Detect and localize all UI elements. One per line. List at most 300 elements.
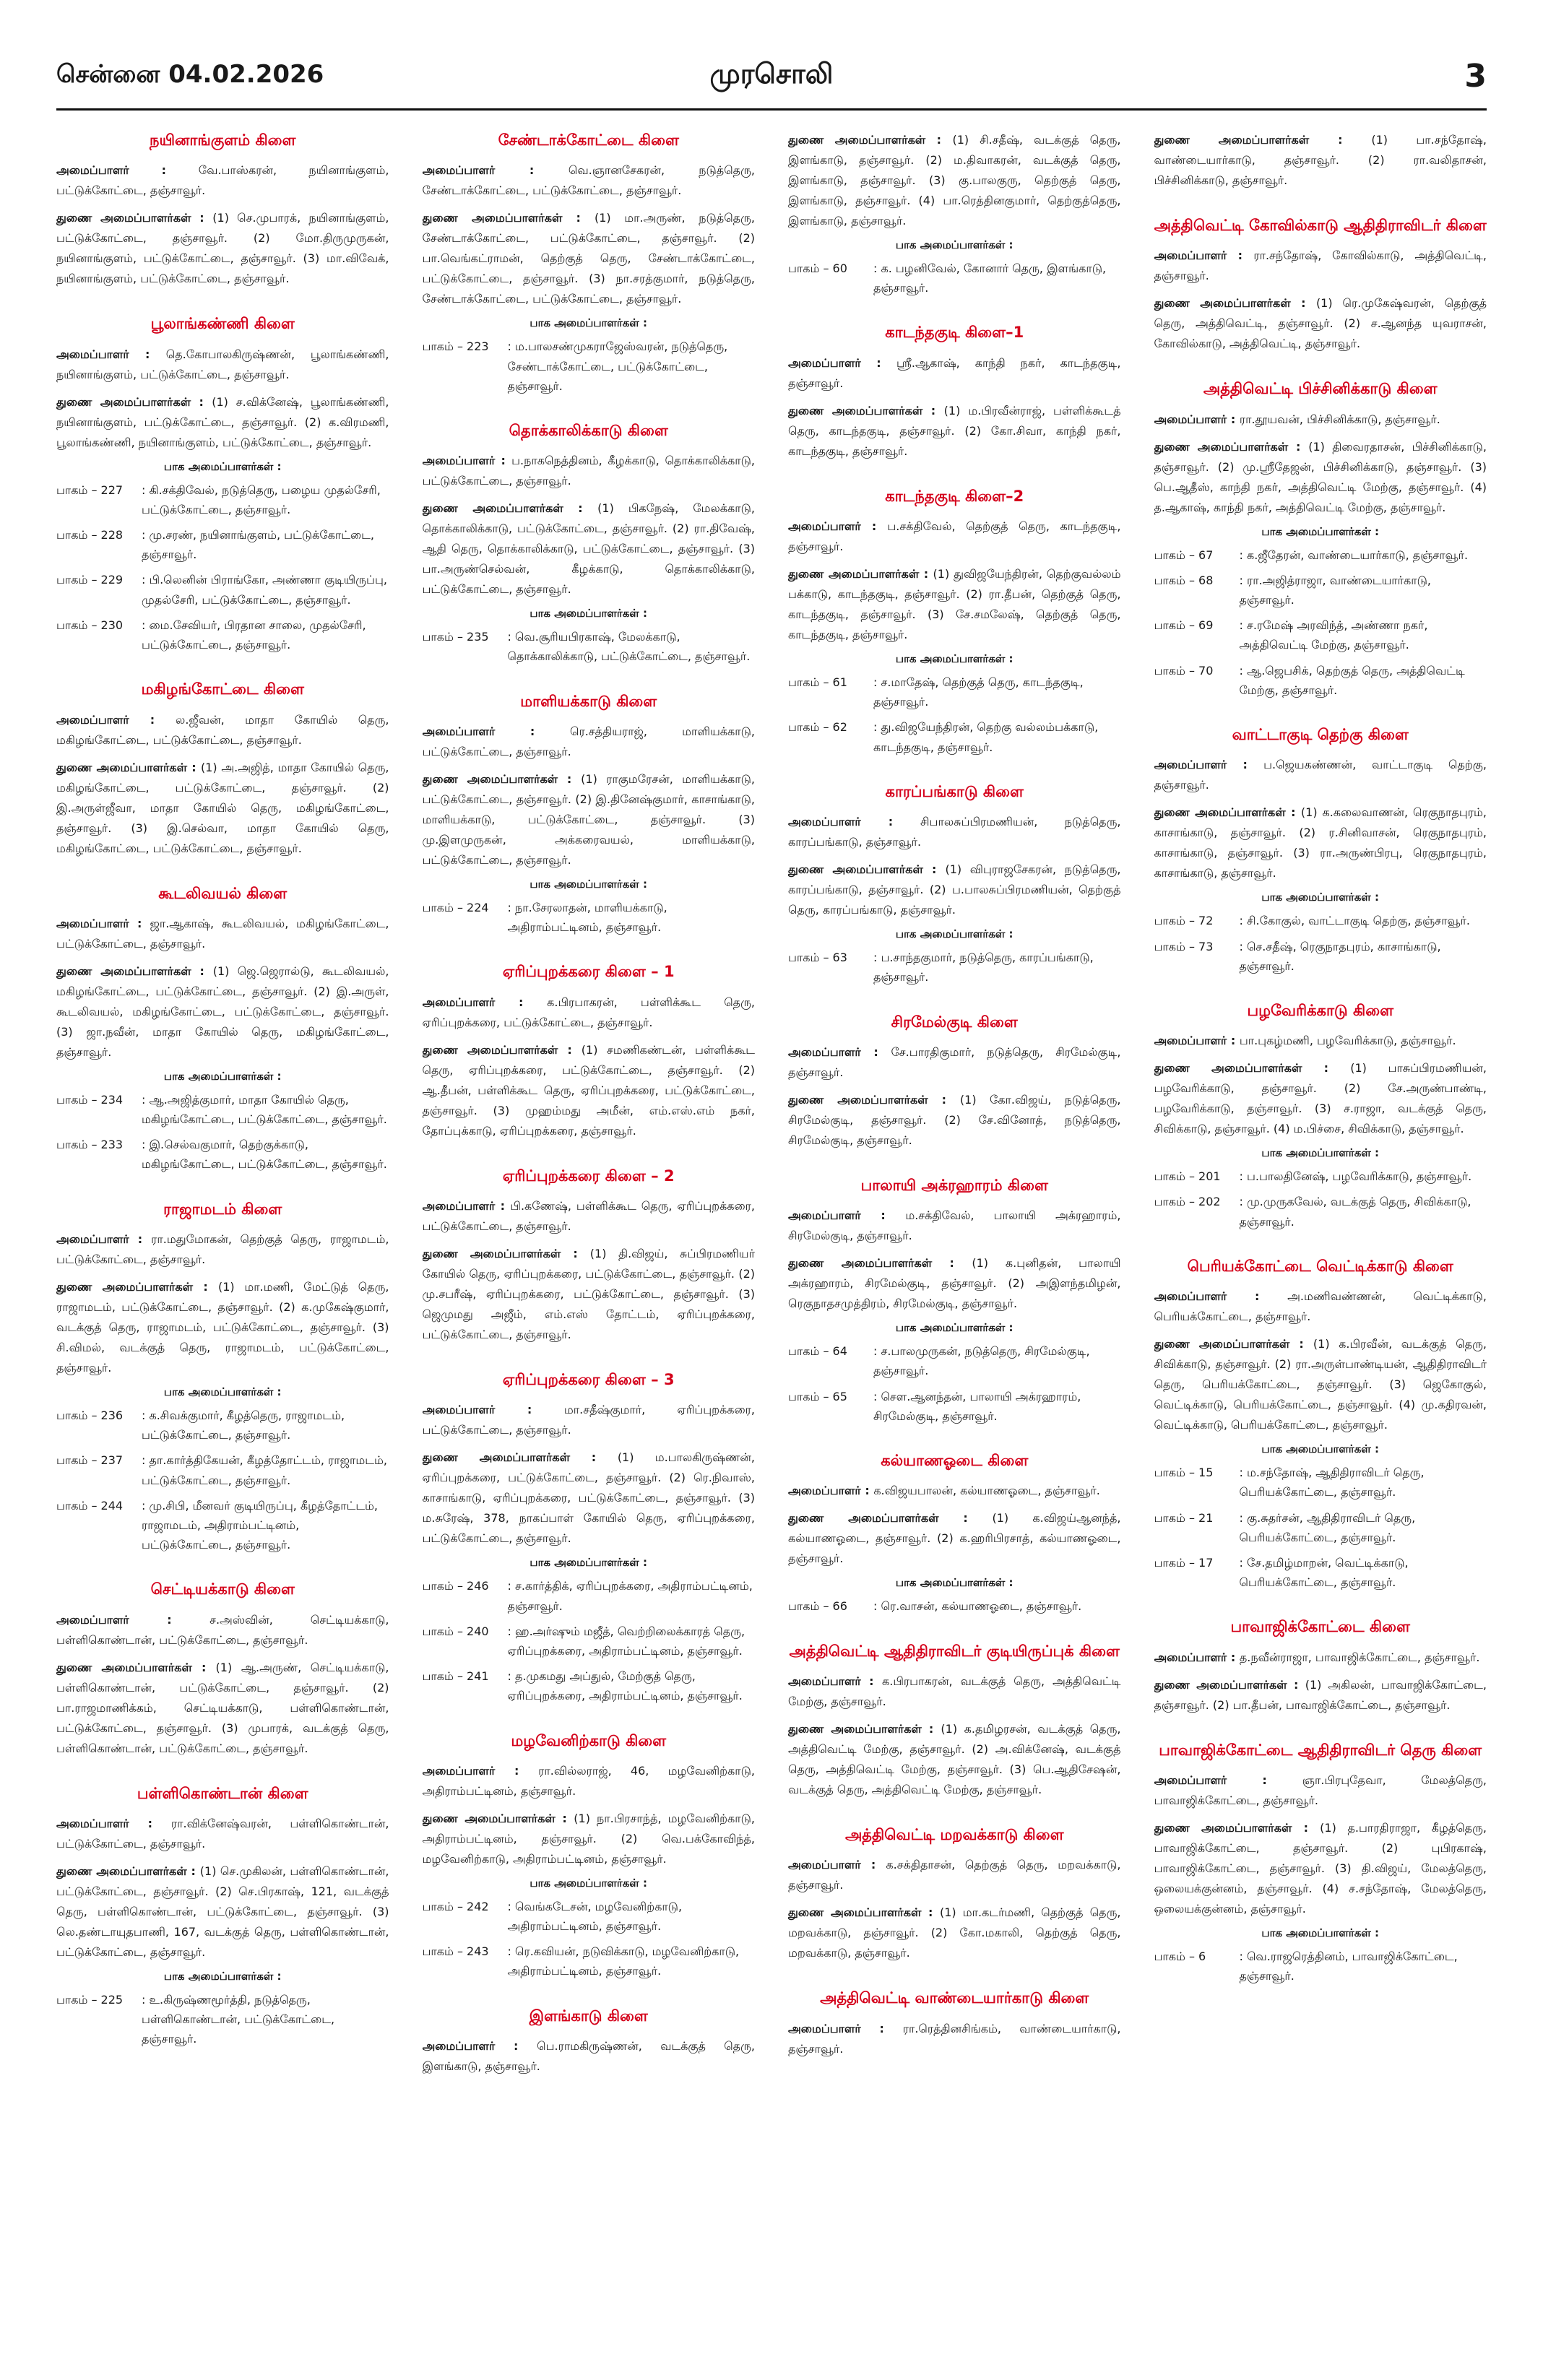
deputies-label: துணை அமைப்பாளர்கள் : [1154, 1337, 1313, 1351]
part-number: பாகம் – 66 [788, 1599, 847, 1614]
organizer-label: அமைப்பாளர் : [1154, 1289, 1288, 1304]
part-row [788, 717, 1121, 756]
part-row [1154, 1947, 1487, 1986]
deputies-value: (1) அ.அஜித், மாதா கோயில் தெரு, மகிழங்கோட்டை, பட்டுக்கோட்டை, தஞ்சாவூர். (2) இ.அருள்ஜீவா, மாதா கோயில் தெரு, மகிழங்கோட்டை, தஞ்சாவூர். (3) இ.செல்வா, மாதா கோயில் தெரு, மகிழங்கோட்டை, பட்டுக்கோட்டை, தஞ்சாவூர். [56, 760, 389, 855]
organizer-entry [788, 1855, 1121, 1895]
part-number: பாகம் – 64 [788, 1344, 847, 1359]
part-person: : தா.கார்த்திகேயன், கீழத்தோட்டம், ராஜாமடம், பட்டுக்கோட்டை, தஞ்சாவூர். [142, 1453, 387, 1487]
column [788, 130, 1121, 2351]
deputies-entry [423, 1809, 756, 1869]
part-number: பாகம் – 225 [56, 1992, 124, 2007]
organizer-label: அமைப்பாளர் : [422, 1199, 511, 1213]
part-organizers-heading: பாக அமைப்பாளர்கள் : [530, 316, 648, 330]
deputies-entry [1154, 293, 1487, 354]
organizer-value: ஜா.ஆகாஷ், கூடலிவயல், மகிழங்கோட்டை, பட்டுக்கோட்டை, தஞ்சாவூர். [56, 916, 389, 951]
deputies-label: துணை அமைப்பாளர்கள் : [56, 760, 201, 774]
deputies-value: (1) பா.சந்தோஷ், வாண்டையார்காடு, தஞ்சாவூர். (2) ரா.வலிதாசன், பிச்சினிக்காடு, தஞ்சாவூர். [1154, 133, 1487, 187]
branch-title: அத்திவெட்டி மறவக்காடு கிளை [844, 1825, 1064, 1843]
organizer-label: அமைப்பாளர் : [788, 1208, 906, 1223]
deputies-entry [1154, 437, 1487, 518]
part-row [423, 337, 756, 396]
deputies-label: துணை அமைப்பாளர்கள் : [788, 1092, 960, 1107]
part-person: : ஆ.அஜித்குமார், மாதா கோயில் தெரு, மகிழங்கோட்டை, பட்டுக்கோட்டை, தஞ்சாவூர். [142, 1092, 387, 1127]
column [1154, 130, 1487, 2351]
part-number: பாகம் – 240 [422, 1624, 489, 1638]
part-person: : ச.கார்த்திக், ஏரிப்புறக்கரை, அதிராம்பட்டினம், தஞ்சாவூர். [507, 1579, 753, 1613]
organizer-entry [1154, 1648, 1487, 1668]
organizer-label: அமைப்பாளர் : [788, 1044, 891, 1059]
deputies-value: (1) சி.சதீஷ், வடக்குத் தெரு, இளங்காடு, தஞ்சாவூர். (2) ம.திவாகரன், வடக்குத் தெரு, இளங்காடு, தஞ்சாவூர். (3) கு.பாலகுரு, தெற்குத் தெரு, இளங்காடு, தஞ்சாவூர். (4) பா.ரெத்தினகுமார், தெற்குத்தெரு, இளங்காடு, தஞ்சாவூர். [788, 133, 1121, 228]
part-organizers-heading: பாக அமைப்பாளர்கள் : [1261, 524, 1380, 538]
deputies-entry [56, 208, 389, 289]
deputies-value: (1) பிகநேஷ், மேலக்காடு, தொக்காலிக்காடு, பட்டுக்கோட்டை, தஞ்சாவூர். (2) ரா.திவேஷ், ஆதி தெரு, தொக்காலிக்காடு, பட்டுக்கோட்டை, தஞ்சாவூர். (3) பா.அருண்செல்வன், கீழக்காடு, தொக்காலிக்காடு, பட்டுக்கோட்டை, தஞ்சாவூர். [422, 501, 755, 597]
deputies-value: (1) ராகுமரேசன், மாளியக்காடு, பட்டுக்கோட்டை, தஞ்சாவூர். (2) இ.தினேஷ்குமார், காசாங்காடு, மாளியக்காடு, பட்டுக்கோட்டை, தஞ்சாவூர். (3) மு.இளமுருகன், அக்கரைவயல், மாளியக்காடு, பட்டுக்கோட்டை, தஞ்சாவூர். [422, 771, 755, 867]
deputies-value: (1) க.பிரவீன், வடக்குத் தெரு, சிவிக்காடு, தஞ்சாவூர். (2) ரா.அருள்பாண்டியன், ஆதிதிராவிடர் தெரு, பெரியக்கோட்டை, தஞ்சாவூர். (3) ஜெகோகுல், வெட்டிக்காடு, பெரியக்கோட்டை, தஞ்சாவூர். (4) மு.கதிரவன், வெட்டிக்காடு, பெரியக்கோட்டை, தஞ்சாவூர். [1154, 1337, 1487, 1432]
organizer-value: ரா.ரெத்தினசிங்கம், வாண்டையார்காடு, தஞ்சாவூர். [788, 2021, 1121, 2056]
branch-block [788, 1450, 1121, 1617]
part-person: : உ.கிருஷ்ணமூர்த்தி, நடுத்தெரு, பள்ளிகொண்டான், பட்டுக்கோட்டை, தஞ்சாவூர். [142, 1992, 335, 2046]
part-person: : த.முகமது அப்துல், மேற்குத் தெரு, ஏரிப்புறக்கரை, அதிராம்பட்டினம், தஞ்சாவூர். [507, 1669, 743, 1703]
part-person: : மு.முருகவேல், வடக்குத் தெரு, சிவிக்காடு, தஞ்சாவூர். [1239, 1195, 1471, 1229]
part-person: : வெங்கடேசன், மழவேனிற்காடு, அதிராம்பட்டினம், தஞ்சாவூர். [507, 1899, 683, 1934]
organizer-label: அமைப்பாளர் : [56, 163, 199, 178]
branch-block [1154, 215, 1487, 354]
branch-title: பெரியக்கோட்டை வெட்டிக்காடு கிளை [1187, 1257, 1453, 1275]
part-person: : கி.சக்திவேல், நடுத்தெரு, பழைய முதல்சேரி, பட்டுக்கோட்டை, தஞ்சாவூர். [142, 483, 381, 516]
deputies-entry [788, 860, 1121, 920]
deputies-entry [423, 1448, 756, 1549]
organizer-label: அமைப்பாளர் : [788, 519, 888, 534]
branch-title: காடந்தகுடி கிளை–2 [885, 487, 1024, 505]
part-row [423, 898, 756, 937]
branch-title: தொக்காலிக்காடு கிளை [509, 421, 668, 439]
deputies-label: துணை அமைப்பாளர்கள் : [1154, 805, 1301, 820]
branch-title: பழவேரிக்காடு கிளை [1247, 1001, 1394, 1019]
part-row [788, 1387, 1121, 1426]
organizer-value: க.பிரபாகரன், வடக்குத் தெரு, அத்திவெட்டி மேற்கு, தஞ்சாவூர். [788, 1674, 1121, 1708]
deputies-label: துணை அமைப்பாளர்கள் : [1154, 296, 1316, 311]
deputies-entry [1154, 1675, 1487, 1715]
organizer-entry [1154, 1286, 1487, 1327]
organizer-label: அமைப்பாளர் : [56, 712, 176, 727]
organizer-entry [788, 516, 1121, 557]
paper-name: முரசொலி [709, 58, 834, 90]
part-number: பாகம் – 21 [1154, 1510, 1214, 1525]
branch-title: மழவேனிற்காடு கிளை [511, 1731, 667, 1749]
deputies-value: (1) ச.விக்னேஷ், பூலாங்கண்ணி, நயினாங்குளம், பட்டுக்கோட்டை, தஞ்சாவூர். (2) க.விரமணி, பூலாங்கண்ணி, நயினாங்குளம், பட்டுக்கோட்டை, தஞ்சாவூர். [56, 394, 389, 449]
organizer-value: பி.கணேஷ், பள்ளிக்கூட தெரு, ஏரிப்புறக்கரை, பட்டுக்கோட்டை, தஞ்சாவூர். [422, 1199, 755, 1234]
part-row [1154, 1508, 1487, 1547]
branch-block [1154, 378, 1487, 700]
part-organizers-heading: பாக அமைப்பாளர்கள் : [163, 1969, 282, 1983]
organizer-value: சே.பாரதிகுமார், நடுத்தெரு, சிரமேல்குடி, தஞ்சாவூர். [788, 1044, 1121, 1079]
part-number: பாகம் – 201 [1154, 1169, 1221, 1184]
branch-title: பாவாஜிக்கோட்டை ஆதிதிராவிடர் தெரு கிளை [1159, 1741, 1482, 1759]
branch-title: பாவாஜிக்கோட்டை கிளை [1230, 1618, 1410, 1636]
organizer-value: க.விஜயபாலன், கல்யாணஓடை, தஞ்சாவூர். [873, 1484, 1100, 1498]
deputies-entry [788, 564, 1121, 645]
part-row [423, 1897, 756, 1936]
organizer-label: அமைப்பாளர் : [1154, 758, 1264, 772]
deputies-entry [56, 392, 389, 453]
organizer-entry [788, 1671, 1121, 1712]
deputies-entry [423, 1244, 756, 1345]
branch-block [423, 1369, 756, 1705]
deputies-value: (1) ஆ.அருண், செட்டியக்காடு, பள்ளிகொண்டான், பட்டுக்கோட்டை, தஞ்சாவூர். (2) பா.ராஜமாணிக்கம், செட்டியக்காடு, பள்ளிகொண்டான், பட்டுக்கோட்டை, தஞ்சாவூர். (3) முபாரக், வடக்குத் தெரு, பள்ளிகொண்டான், பட்டுக்கோட்டை, தஞ்சாவூர். [56, 1660, 389, 1755]
deputies-value: (1) ரெ.முகேஷ்வரன், தெற்குத் தெரு, அத்திவெட்டி, தஞ்சாவூர். (2) ச.ஆனந்த யுவராசன், கோவில்காடு, அத்திவெட்டி, தஞ்சாவூர். [1154, 296, 1487, 351]
deputies-value: (1) துவிஜயேந்திரன், தெற்குவல்லம் பக்காடு, காடந்தகுடி, தஞ்சாவூர். (2) ரா.தீபன், தெற்குத் தெரு, காடந்தகுடி, தஞ்சாவூர். (3) சே.சமலேஷ், தெற்குத் தெரு, காடந்தகுடி, தஞ்சாவூர். [788, 567, 1121, 642]
part-number: பாகம் – 234 [56, 1092, 124, 1107]
deputies-label: துணை அமைப்பாளர்கள் : [788, 1256, 972, 1271]
branch-block [1154, 1256, 1487, 1592]
part-person: : ச.பாலமுருகன், நடுத்தெரு, சிரமேல்குடி, தஞ்சாவூர். [873, 1344, 1090, 1378]
organizer-value: வெ.ஞானசேகரன், நடுத்தெரு, சேண்டாக்கோட்டை, பட்டுக்கோட்டை, தஞ்சாவூர். [422, 163, 755, 198]
organizer-value: வே.பாஸ்கரன், நயினாங்குளம், பட்டுக்கோட்டை, தஞ்சாவூர். [56, 163, 389, 198]
part-person: : ரா.அஜித்ராஜா, வாண்டையார்காடு, தஞ்சாவூர். [1239, 573, 1431, 607]
branch-title: அத்திவெட்டி வாண்டையார்காடு கிளை [820, 1989, 1089, 2007]
organizer-value: தெ.கோபாலகிருஷ்ணன், பூலாங்கண்ணி, நயினாங்குளம், பட்டுக்கோட்டை, தஞ்சாவூர். [56, 347, 389, 381]
part-person: : ச.மாதேஷ், தெற்குத் தெரு, காடந்தகுடி, தஞ்சாவூர். [873, 675, 1084, 709]
part-person: : மை.சேவியர், பிரதான சாலை, முதல்சேரி, பட்டுக்கோட்டை, தஞ்சாவூர். [142, 618, 366, 652]
page-number: 3 [1464, 57, 1487, 95]
part-row [56, 1496, 389, 1555]
branch-block [1154, 130, 1487, 191]
organizer-label: அமைப்பாளர் : [422, 163, 569, 178]
organizer-value: ஞா.பிரபுதேவா, மேலத்தெரு, பாவாஜிக்கோட்டை, தஞ்சாவூர். [1154, 1773, 1487, 1807]
part-number: பாகம் – 244 [56, 1498, 124, 1513]
deputies-label: துணை அமைப்பாளர்கள் : [788, 862, 946, 877]
organizer-entry [788, 1206, 1121, 1246]
part-organizers-heading: பாக அமைப்பாளர்கள் : [1261, 1926, 1380, 1939]
organizer-value: ப.நாகநெத்தினம், கீழக்காடு, தொக்காலிக்காடு, பட்டுக்கோட்டை, தஞ்சாவூர். [422, 454, 755, 488]
organizer-entry [788, 1042, 1121, 1083]
organizer-entry [423, 451, 756, 491]
deputies-label: துணை அமைப்பாளர்கள் : [1154, 133, 1372, 147]
column [423, 130, 756, 2351]
organizer-entry [56, 1229, 389, 1270]
deputies-value: (1) சமணிகண்டன், பள்ளிக்கூட தெரு, ஏரிப்புறக்கரை, பட்டுக்கோட்டை, தஞ்சாவூர். (2) ஆ.தீபன், பள்ளிக்கூட தெரு, ஏரிப்புறக்கரை, பட்டுக்கோட்டை, தஞ்சாவூர். (3) முஹம்மது அமீன், எம்.எஸ்.எம் நகர், தோப்புக்காடு, ஏரிப்புறக்கரை, தஞ்சாவூர். [422, 1042, 755, 1138]
organizer-value: ல.ஜீவன், மாதா கோயில் தெரு, மகிழங்கோட்டை, பட்டுக்கோட்டை, தஞ்சாவூர். [56, 712, 389, 747]
branch-block [56, 1783, 389, 2049]
deputies-value: (1) திவைரதாசன், பிச்சினிக்காடு, தஞ்சாவூர். (2) மு.ஸ்ரீதேஜன், பிச்சினிக்காடு, தஞ்சாவூர். (3) பெ.ஆதீஸ், காந்தி நகர், அத்திவெட்டி மேற்கு, தஞ்சாவூர். (4) த.ஆகாஷ், காந்தி நகர், அத்திவெட்டி மேற்கு, தஞ்சாவூர். [1154, 439, 1487, 514]
organizer-entry [423, 1761, 756, 1801]
organizer-value: பெ.ராமகிருஷ்ணன், வடக்குத் தெரு, இளங்காடு, தஞ்சாவூர். [422, 2038, 755, 2073]
branch-title: நயினாங்குளம் கிளை [150, 131, 296, 149]
deputies-entry [1154, 1334, 1487, 1435]
branch-block [788, 782, 1121, 987]
part-number: பாகம் – 72 [1154, 914, 1214, 928]
branch-block [788, 486, 1121, 757]
organizer-value: சிபாலசுப்பிரமணியன், நடுத்தெரு, காரப்பங்காடு, தஞ்சாவூர். [788, 815, 1121, 849]
deputies-entry [1154, 1058, 1487, 1139]
part-organizers-heading: பாக அமைப்பாளர்கள் : [1261, 1442, 1380, 1456]
part-person: : சி.கோகுல், வாட்டாகுடி தெற்கு, தஞ்சாவூர். [1239, 914, 1470, 928]
organizer-label: அமைப்பாளர் : [56, 1232, 152, 1246]
part-number: பாகம் – 202 [1154, 1195, 1221, 1209]
deputies-label: துணை அமைப்பாளர்கள் : [56, 211, 213, 225]
part-person: : சே.தமிழ்மாறன், வெட்டிக்காடு, பெரியக்கோட்டை, தஞ்சாவூர். [1239, 1555, 1409, 1590]
organizer-value: ரா.தூயவன், பிச்சினிக்காடு, தஞ்சாவூர். [1239, 412, 1440, 426]
organizer-entry [423, 160, 756, 201]
organizer-value: அ.மணிவண்ணன், வெட்டிக்காடு, பெரியக்கோட்டை, தஞ்சாவூர். [1154, 1289, 1487, 1324]
organizer-label: அமைப்பாளர் : [788, 1674, 882, 1688]
part-number: பாகம் – 235 [422, 630, 489, 644]
organizer-label: அமைப்பாளர் : [56, 1612, 210, 1627]
branch-block [788, 1175, 1121, 1426]
branch-title: அத்திவெட்டி ஆதிதிராவிடர் குடியிருப்புக் கிளை [789, 1642, 1120, 1660]
deputies-value: (1) செ.முகிலன், பள்ளிகொண்டான், பட்டுக்கோட்டை, தஞ்சாவூர். (2) செ.பிரகாஷ், 121, வடக்குத் தெரு, பள்ளிகொண்டான், பட்டுக்கோட்டை, தஞ்சாவூர். (3) லெ.தண்டாயுதபாணி, 167, வடக்குத் தெரு, பள்ளிகொண்டான், பட்டுக்கோட்டை, தஞ்சாவூர். [56, 1864, 389, 1959]
part-person: : ச.ரமேஷ் அரவிந்த், அண்ணா நகர், அத்திவெட்டி மேற்கு, தஞ்சாவூர். [1239, 618, 1428, 652]
deputies-entry [788, 1903, 1121, 1963]
deputies-label: துணை அமைப்பாளர்கள் : [788, 1721, 941, 1736]
organizer-label: அமைப்பாளர் : [422, 454, 512, 468]
deputies-value: (1) ம.பிரவீன்ராஜ், பள்ளிக்கூடத் தெரு, காடந்தகுடி, தஞ்சாவூர். (2) கோ.சிவா, காந்தி நகர், காடந்தகுடி, தஞ்சாவூர். [788, 403, 1121, 458]
branch-block [56, 313, 389, 654]
part-person: : ம.சந்தோஷ், ஆதிதிராவிடர் தெரு, பெரியக்கோட்டை, தஞ்சாவூர். [1239, 1466, 1425, 1500]
organizer-label: அமைப்பாளர் : [1154, 412, 1240, 426]
branch-block [423, 130, 756, 396]
part-row [1154, 911, 1487, 930]
organizer-entry [56, 1610, 389, 1650]
part-person: : ம.பாலசண்முகராஜேஸ்வரன், நடுத்தெரு, சேண்டாக்கோட்டை, பட்டுக்கோட்டை, தஞ்சாவூர். [507, 339, 728, 393]
branch-block [56, 1579, 389, 1758]
part-person: : ப.பாலதினேஷ், பழவேரிக்காடு, தஞ்சாவூர். [1239, 1169, 1472, 1184]
part-organizers-heading: பாக அமைப்பாளர்கள் : [163, 1385, 282, 1398]
article-columns [56, 130, 1487, 2351]
part-person: : கு.சுதர்சன், ஆதிதிராவிடர் தெரு, பெரியக்கோட்டை, தஞ்சாவூர். [1239, 1510, 1416, 1544]
edition-date: சென்னை 04.02.2026 [56, 60, 324, 89]
organizer-value: ரா.விக்னேஷ்வரன், பள்ளிகொண்டான், பட்டுக்கோட்டை, தஞ்சாவூர். [56, 1816, 389, 1851]
organizer-label: அமைப்பாளர் : [788, 2021, 903, 2035]
part-row [423, 1576, 756, 1615]
branch-title: வாட்டாகுடி தெற்கு கிளை [1232, 726, 1409, 743]
deputies-value: (1) க.புனிதன், பாலாயி அக்ரஹாரம், சிரமேல்குடி, தஞ்சாவூர். (2) அஇளந்தமிழன், ரெகுநாதசமுத்திரம், சிரமேல்குடி, தஞ்சாவூர். [788, 1256, 1121, 1311]
deputies-label: துணை அமைப்பாளர்கள் : [788, 1511, 993, 1526]
part-person: : வெ.ராஜரெத்தினம், பாவாஜிக்கோட்டை, தஞ்சாவூர். [1239, 1949, 1458, 1983]
deputies-entry [423, 769, 756, 870]
organizer-label: அமைப்பாளர் : [788, 1484, 874, 1498]
organizer-entry [56, 914, 389, 954]
organizer-label: அமைப்பாளர் : [56, 916, 150, 930]
deputies-entry [1154, 1818, 1487, 1919]
branch-title: அத்திவெட்டி பிச்சினிக்காடு கிளை [1203, 380, 1438, 398]
part-person: : நா.சேரலாதன், மாளியக்காடு, அதிராம்பட்டினம், தஞ்சாவூர். [507, 900, 667, 935]
part-number: பாகம் – 223 [422, 339, 489, 354]
part-person: : இ.செல்வகுமார், தெற்குக்காடு, மகிழங்கோட்டை, பட்டுக்கோட்டை, தஞ்சாவூர். [142, 1138, 387, 1172]
deputies-entry [788, 1253, 1121, 1314]
deputies-value: (1) ஜெ.ஜெரால்டு, கூடலிவயல், மகிழங்கோட்டை, பட்டுக்கோட்டை, தஞ்சாவூர். (2) இ.அருள், கூடலிவயல், மகிழங்கோட்டை, பட்டுக்கோட்டை, தஞ்சாவூர். (3) ஜா.நவீன், மாதா கோயில் தெரு, மகிழங்கோட்டை, தஞ்சாவூர். [56, 964, 389, 1059]
part-number: பாகம் – 230 [56, 618, 124, 632]
part-number: பாகம் – 228 [56, 528, 124, 542]
organizer-value: க.பிரபாகரன், பள்ளிக்கூட தெரு, ஏரிப்புறக்கரை, பட்டுக்கோட்டை, தஞ்சாவூர். [422, 995, 755, 1029]
organizer-entry [423, 722, 756, 762]
part-row [56, 1090, 389, 1129]
deputies-entry [1154, 130, 1487, 191]
part-number: பாகம் – 241 [422, 1669, 489, 1684]
part-number: பாகம் – 65 [788, 1389, 847, 1403]
branch-block [788, 130, 1121, 298]
branch-title: மகிழங்கோட்டை கிளை [141, 680, 304, 698]
branch-title: செட்டியக்காடு கிளை [150, 1580, 295, 1598]
organizer-label: அமைப்பாளர் : [422, 724, 571, 738]
branch-block [788, 322, 1121, 461]
deputies-label: துணை அமைப்பாளர்கள் : [788, 567, 933, 581]
deputies-value: (1) க.கலைவாணன், ரெகுநாதபுரம், காசாங்காடு, தஞ்சாவூர். (2) ர.சினிவாசன், ரெகுநாதபுரம், காசாங்காடு, தஞ்சாவூர். (3) ரா.அருண்பிரபு, ரெகுநாதபுரம், காசாங்காடு, தஞ்சாவூர். [1154, 805, 1487, 880]
organizer-value: மா.சதீஷ்குமார், ஏரிப்புறக்கரை, பட்டுக்கோட்டை, தஞ்சாவூர். [422, 1403, 755, 1437]
branch-block [423, 691, 756, 938]
deputies-label: துணை அமைப்பாளர்கள் : [1154, 439, 1309, 454]
deputies-value: (1) மா.மணி, மேட்டுத் தெரு, ராஜாமடம், பட்டுக்கோட்டை, தஞ்சாவூர். (2) க.முகேஷ்குமார், வடக்குத் தெரு, ராஜாமடம், பட்டுக்கோட்டை, தஞ்சாவூர். (3) சி.விமல், வடக்குத் தெரு, ராஜாமடம், பட்டுக்கோட்டை, தஞ்சாவூர். [56, 1279, 389, 1375]
branch-block [788, 1012, 1121, 1151]
deputies-value: (1) க.தமிழரசன், வடக்குத் தெரு, அத்திவெட்டி மேற்கு, தஞ்சாவூர். (2) அ.விக்னேஷ், வடக்குத் தெரு, அத்திவெட்டி மேற்கு, தஞ்சாவூர். (3) பெ.ஆதிசேஷன், வடக்குத் தெரு, அத்திவெட்டி மேற்கு, தஞ்சாவூர். [788, 1721, 1121, 1796]
organizer-entry [423, 992, 756, 1033]
deputies-value: (1) பாசுப்பிரமணியன், பழவேரிக்காடு, தஞ்சாவூர். (2) சே.அருண்பாண்டி, பழவேரிக்காடு, தஞ்சாவூர். (3) ச.ராஜா, வடக்குத் தெரு, சிவிக்காடு, தஞ்சாவூர். (4) ம.பிச்சை, சிவிக்காடு, தஞ்சாவூர். [1154, 1061, 1487, 1136]
part-number: பாகம் – 224 [422, 900, 489, 914]
part-organizers-heading: பாக அமைப்பாளர்கள் : [895, 652, 1013, 666]
part-organizers-heading: பாக அமைப்பாளர்கள் : [1261, 891, 1380, 904]
deputies-label: துணை அமைப்பாளர்கள் : [56, 1864, 200, 1878]
branch-title: பள்ளிகொண்டான் கிளை [137, 1784, 308, 1802]
branch-block [788, 1988, 1121, 2059]
part-row [423, 1942, 756, 1981]
part-person: : து.விஜயேந்திரன், தெற்கு வல்லம்பக்காடு, காடந்தகுடி, தஞ்சாவூர். [873, 720, 1099, 754]
part-organizers-heading: பாக அமைப்பாளர்கள் : [530, 1876, 648, 1890]
deputies-value: (1) அகிலன், பாவாஜிக்கோட்டை, தஞ்சாவூர். (2) பா.தீபன், பாவாஜிக்கோட்டை, தஞ்சாவூர். [1154, 1677, 1487, 1712]
part-number: பாகம் – 6 [1154, 1949, 1206, 1963]
part-row [423, 1622, 756, 1661]
part-number: பாகம் – 73 [1154, 939, 1214, 953]
part-person: : மு.சிபி, மீனவர் குடியிருப்பு, கீழத்தோட்டம், ராஜாமடம், அதிராம்பட்டினம், பட்டுக்கோட்டை, தஞ்சாவூர். [142, 1498, 379, 1552]
deputies-label: துணை அமைப்பாளர்கள் : [422, 501, 598, 516]
branch-title: ஏரிப்புறக்கரை கிளை – 1 [502, 963, 675, 981]
part-row [56, 570, 389, 609]
branch-title: இளங்காடு கிளை [529, 2007, 648, 2025]
organizer-entry [788, 2019, 1121, 2059]
part-organizers-heading: பாக அமைப்பாளர்கள் : [895, 238, 1013, 251]
part-organizers-heading: பாக அமைப்பாளர்கள் : [530, 1556, 648, 1570]
branch-block [423, 420, 756, 667]
organizer-value: ப.ஜெயகண்ணன், வாட்டாகுடி தெற்கு, தஞ்சாவூர். [1154, 758, 1487, 792]
part-row [788, 948, 1121, 987]
deputies-entry [788, 401, 1121, 462]
organizer-value: ரெ.சத்தியராஜ், மாளியக்காடு, பட்டுக்கோட்டை, தஞ்சாவூர். [422, 724, 755, 758]
part-number: பாகம் – 60 [788, 261, 847, 275]
organizer-entry [56, 160, 389, 201]
part-number: பாகம் – 69 [1154, 618, 1214, 633]
part-row [1154, 545, 1487, 565]
branch-title: கல்யாணஓடை கிளை [881, 1451, 1029, 1469]
part-person: : செள.ஆனந்தன், பாலாயி அக்ரஹாரம், சிரமேல்குடி, தஞ்சாவூர். [873, 1389, 1081, 1423]
deputies-entry [56, 1861, 389, 1963]
deputies-label: துணை அமைப்பாளர்கள் : [788, 403, 944, 417]
deputies-entry [423, 208, 756, 309]
branch-title: காரப்பங்காடு கிளை [885, 782, 1024, 800]
organizer-value: ரா.மதுமோகன், தெற்குத் தெரு, ராஜாமடம், பட்டுக்கோட்டை, தஞ்சாவூர். [56, 1232, 389, 1266]
branch-block [1154, 724, 1487, 976]
part-person: : பி.லெனின் பிராங்கோ, அண்ணா குடியிருப்பு, முதல்சேரி, பட்டுக்கோட்டை, தஞ்சாவூர். [142, 573, 387, 607]
part-row [56, 615, 389, 654]
part-person: : ப.சாந்தகுமார், நடுத்தெரு, காரப்பங்காடு, தஞ்சாவூர். [873, 951, 1094, 985]
part-number: பாகம் – 237 [56, 1453, 124, 1468]
organizer-entry [56, 345, 389, 385]
organizer-entry [788, 812, 1121, 852]
organizer-label: அமைப்பாளர் : [422, 1763, 539, 1778]
part-number: பாகம் – 227 [56, 483, 124, 497]
part-row [56, 1406, 389, 1445]
deputies-label: துணை அமைப்பாளர்கள் : [1154, 1820, 1321, 1835]
branch-title: ஏரிப்புறக்கரை கிளை – 3 [502, 1371, 675, 1389]
organizer-label: அமைப்பாளர் : [56, 347, 166, 361]
part-row [1154, 1192, 1487, 1231]
deputies-entry [788, 130, 1121, 231]
branch-title: பாலாயி அக்ரஹாரம் கிளை [860, 1176, 1048, 1194]
branch-block [56, 130, 389, 289]
branch-block [56, 883, 389, 1174]
organizer-value: ஸ்ரீ.ஆகாஷ், காந்தி நகர், காடந்தகுடி, தஞ்சாவூர். [788, 355, 1121, 390]
part-row [56, 1450, 389, 1489]
part-organizers-heading: பாக அமைப்பாளர்கள் : [895, 1321, 1013, 1335]
deputies-label: துணை அமைப்பாளர்கள் : [422, 1042, 582, 1057]
deputies-value: (1) ம.பாலகிருஷ்ணன், ஏரிப்புறக்கரை, பட்டுக்கோட்டை, தஞ்சாவூர். (2) ரெ.நிவாஸ், காசாங்காடு, ஏரிப்புறக்கரை, பட்டுக்கோட்டை, தஞ்சாவூர். (3) ம.சுரேஷ், 378, நாகப்பாள் கோயில் தெரு, ஏரிப்புறக்கரை, பட்டுக்கோட்டை, தஞ்சாவூர். [422, 1450, 755, 1546]
branch-title: மாளியக்காடு கிளை [520, 692, 657, 710]
part-row [56, 1135, 389, 1174]
part-number: பாகம் – 17 [1154, 1555, 1214, 1570]
branch-block [56, 679, 389, 858]
part-organizers-heading: பாக அமைப்பாளர்கள் : [530, 607, 648, 620]
branch-title: அத்திவெட்டி கோவில்காடு ஆதிதிராவிடர் கிளை [1154, 217, 1487, 234]
organizer-entry [423, 2036, 756, 2077]
part-organizers-heading: பாக அமைப்பாளர்கள் : [163, 1069, 282, 1083]
branch-block [1154, 1000, 1487, 1232]
organizer-entry [56, 1814, 389, 1854]
deputies-entry [1154, 802, 1487, 883]
part-row [1154, 1553, 1487, 1592]
part-row [788, 672, 1121, 711]
part-person: : ஆ.ஜெபசிக், தெற்குத் தெரு, அத்திவெட்டி மேற்கு, தஞ்சாவூர். [1239, 663, 1465, 697]
part-organizers-heading: பாக அமைப்பாளர்கள் : [530, 877, 648, 891]
part-number: பாகம் – 67 [1154, 548, 1214, 562]
organizer-entry [1154, 410, 1487, 430]
deputies-label: துணை அமைப்பாளர்கள் : [56, 1660, 216, 1674]
branch-block [56, 1199, 389, 1555]
deputies-label: துணை அமைப்பாளர்கள் : [422, 1247, 590, 1261]
part-organizers-heading: பாக அமைப்பாளர்கள் : [895, 1576, 1013, 1590]
part-person: : க.ஜீதேரன், வாண்டையார்காடு, தஞ்சாவூர். [1239, 548, 1469, 562]
deputies-value: (1) க.விஜய்ஆனந்த், கல்யாணஓடை, தஞ்சாவூர். (2) க.ஹரிபிரசாத், கல்யாணஓடை, தஞ்சாவூர். [788, 1511, 1121, 1566]
organizer-entry [788, 1481, 1121, 1501]
part-person: : ஹ.அர்ஷும் மஜீத், வெற்றிலைக்காரத் தெரு, ஏரிப்புறக்கரை, அதிராம்பட்டினம், தஞ்சாவூர். [507, 1624, 745, 1658]
branch-block [1154, 1617, 1487, 1715]
organizer-label: அமைப்பாளர் : [422, 995, 548, 1009]
organizer-entry [1154, 246, 1487, 286]
organizer-label: அமைப்பாளர் : [1154, 1650, 1240, 1664]
organizer-value: ரா.வில்லராஜ், 46, மழவேனிற்காடு, அதிராம்பட்டினம், தஞ்சாவூர். [422, 1763, 755, 1798]
deputies-entry [788, 1508, 1121, 1569]
part-organizers-heading: பாக அமைப்பாளர்கள் : [163, 459, 282, 473]
part-number: பாகம் – 233 [56, 1138, 124, 1152]
branch-title: சேண்டாக்கோட்டை கிளை [498, 131, 679, 149]
deputies-entry [788, 1090, 1121, 1151]
organizer-label: அமைப்பாளர் : [422, 1403, 564, 1417]
part-row [1154, 615, 1487, 654]
deputies-value: (1) நா.பிரசாந்த், மழவேனிற்காடு, அதிராம்பட்டினம், தஞ்சாவூர். (2) வெ.பக்கோவிந்த், மழவேனிற்காடு, அதிராம்பட்டினம், தஞ்சாவூர். [422, 1811, 755, 1866]
part-number: பாகம் – 68 [1154, 573, 1214, 587]
organizer-label: அமைப்பாளர் : [1154, 248, 1254, 263]
branch-title: பூலாங்கண்ணி கிளை [150, 315, 295, 333]
branch-block [1154, 1740, 1487, 1986]
organizer-value: த.நவீன்ராஜா, பாவாஜிக்கோட்டை, தஞ்சாவூர். [1239, 1650, 1480, 1664]
deputies-label: துணை அமைப்பாளர்கள் : [56, 394, 212, 409]
